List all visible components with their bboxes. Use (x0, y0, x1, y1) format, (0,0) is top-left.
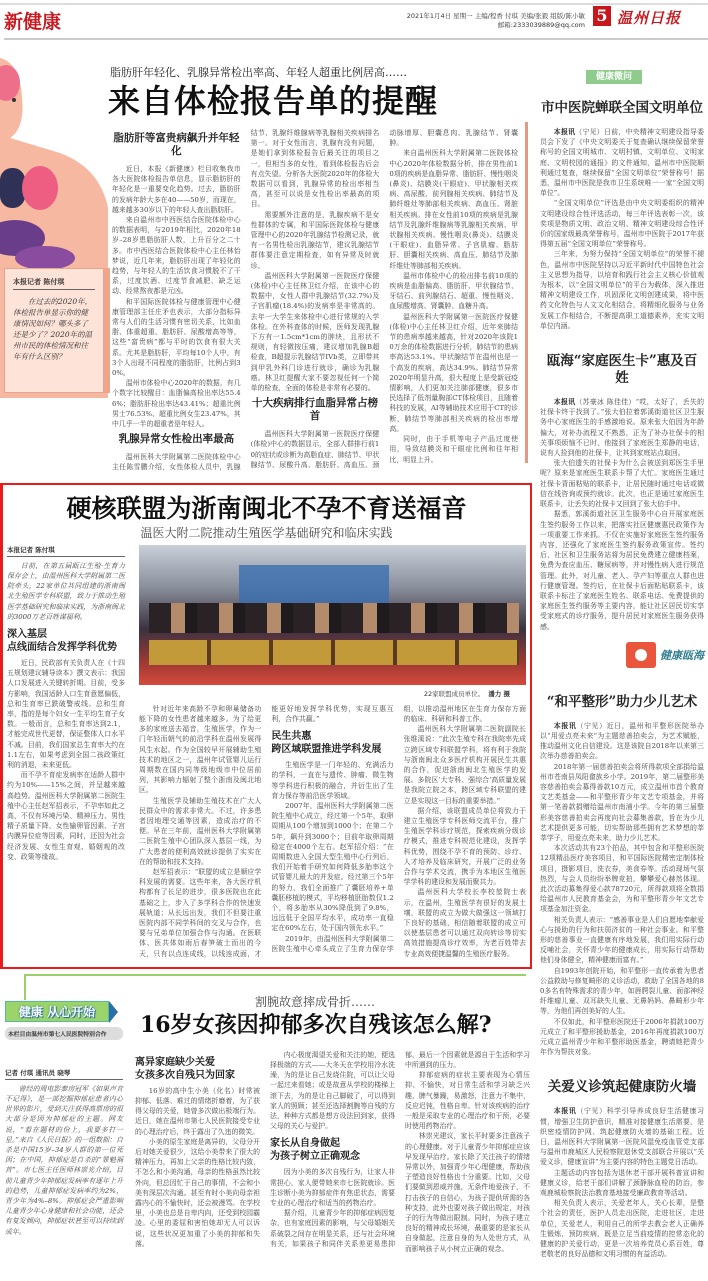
paragraph (540, 1106, 704, 1167)
article-body (540, 1106, 704, 1259)
date-line: 2021年1月4日 星期一 主编/程香 付琪 美编/张毅 组版/陈小敏 (406, 12, 585, 20)
paragraph: 温州市体检中心的检出排名前10项的疾病是血脂偏高、脂肪肝、甲状腺结节、牙结石、前列腺结石、超重、慢性咽炎、血尿酸增高、肾囊肿、血糖升高。 (389, 271, 518, 311)
page-body (0, 45, 708, 1281)
feature-body (139, 704, 526, 959)
paragraph (540, 721, 704, 762)
subheading-line: 离异家庭缺少关爱 (135, 1056, 215, 1068)
paragraph: 据介绍，该联盟成员单位将致力于建立生殖医学专科医师交流平台，推广生殖医学科诊疗规范，探索疾病分级诊疗模式，推进专科规范化建设，发挥学科优势，围绕不孕不育的预防、诊疗、人才培养及临床研究，开展广泛的业务合作与学术交流，携手为本地区生殖医学学科的建设和发展而聚共力。 (403, 806, 526, 887)
paragraph (540, 915, 704, 966)
subheading (7, 628, 125, 654)
subheading-line: 民生共惠 (271, 731, 312, 743)
subheading-line: 为孩子树立正确观念 (270, 1151, 360, 1163)
paragraph: 生殖医学及辅助生殖技术在广大人民群众中的需求非常大。不过，许多患者因地理交通等因素，造成治疗的不便。早在三年前，温州医科大学附属第二医院生殖中心团队深入基层一线，为广大患者的便利高效就诊提供了实实在在的帮助和技术支持。 (139, 796, 262, 866)
article-title: 关爱义诊筑起健康防火墙 (547, 1079, 697, 1096)
subheading-line: 深入基层 (7, 628, 47, 640)
source: （苏豪冰 陈佳佳） (575, 398, 636, 407)
paragraph: 来自温州市中西医结合医院体检中心的数据表明，与2019年相比，2020年18岁–28岁患脂肪肝人数，上升百分之二十多。市中西医结合医院体检中心主任林怡梦说，近几年来，脂肪肝出现了年轻化的趋势，与年轻人的生活饮食习惯脱不了干系，过度饮酒、过度节食减肥、缺乏运动、经常熬夜都是元凶。 (112, 216, 241, 296)
paragraph: 温州医科大学附属第一医院医疗保健(体检)中心主任林卫红介绍，近年来肺结节的患病率越来越高，针对2020年该院10万余的体检数据进行分析，肺结节的患病率高达53.1%。甲状腺结节在温州也是一个高发的疾病，高达34.9%。肺结节异常2020年明显升高，很大程度上是受新冠疫情影响，人们更加关注肺部健康，很多市民选择了低剂量胸部CT体检项目，且随着科技的发展，AI等辅助技术应用于CT的诊断，肺结节等肺部相关疾病的检出率增高。 (389, 312, 518, 433)
dateline: 本报讯 (553, 128, 576, 136)
ad-logo-text: 健康瓯海 (660, 648, 704, 662)
paragraph (540, 509, 704, 631)
paragraph: 近日，民政部有关负责人在《十四五规划建议辅导读本》撰文表示：我国人口发展进入关键转折期。目前，受多方影响，我国适龄人口生育意愿偏低，总和生育率已跌破警戒线。总和生育率，指的是每个妇女一生平均生育子女数。一般而言，总和生育率达到2.1，才能完成世代更替，保证整体人口水平不减。目前，我们国家总生育率大约在1.1左右，如果考虑到全国二孩政策红利的消退，未来更低。 (7, 658, 125, 769)
green-rule-vertical (24, 974, 26, 1000)
column-banner-area (0, 1001, 130, 1040)
subheading (135, 1056, 260, 1082)
newspaper-logo: 温州日报 (617, 9, 682, 27)
section-heading: 十大疾病排行血脂异常占榜首 (251, 397, 378, 423)
bottom-story (0, 969, 532, 1254)
bottom-kicker: 割腕故意摔成骨折…… (255, 994, 376, 1009)
bottom-header-row (0, 993, 532, 1040)
article-title: “和平整形”助力少儿艺术 (546, 693, 698, 710)
paragraph: 据介绍，儿童青少年的抑郁症病因复杂，也有家庭因素的影响，与父母婚姻关系破裂之间存在明显关系，还与社会环境有关，如果孩子和同伴关系差更易患抑郁，最后一个因素就是源自于生活和学习中所遇到的压力。 (270, 1050, 530, 1248)
subheading (270, 1137, 395, 1163)
source: （宁见） (575, 128, 604, 136)
paragraph-text: 主题活动内容包括为退休老干部开展科普宣讲和健康义诊，给老干部们讲解了颈静脉血栓的防治，参观鹿城检察院法治教育基地接受廉政教育等活动。 (540, 1168, 704, 1198)
paragraph: 小美的原生家庭是离异的，父母分开后对她关爱很少，这给小美带来了很大的精神压力，再加上父亲的性格比较内敛，不怎么和小美沟通，母亲的性格虽然比较外向，但总因忙于自己的事情，不会和小美有深层次沟通。甚至有时小美向母亲袒露内心的不愉快时，还会被漫骂。在学校里，小美也总是自卑内向，还受到校园霸凌。心里的委屈和害怕她却无人可以诉说，这些状况更加重了小美的抑郁和失落。 (135, 1137, 260, 1248)
paragraph: 赵军招表示：“联盟的成立是顺应学科发展的需要。这些年来，各大医疗机构都有了长足的进步，很多医院也在此基础之上，步入了多学科合作的快速发展轨道；从长远出发，我们不但要注重医院内部不同学科间的交叉与合作，也要与兄弟单位加强合作与沟通。在医联体、医共体如雨后春笋破土而出的今天，只有以点连成线，以线连成面，才能更好地发挥学科优势，实现互惠互利，合作共赢。” (139, 704, 394, 958)
paragraph-text: “哎，太好了，丢失的社保卡终于找到了。”张大伯拉着郭溪街道社区卫生服务中心家庭医生的手感激地说。原来张大伯因为年龄偏大，对补办流程又不熟悉，正为了补办社保卡的相关事项烦恼不已时，他接到了家庭医生郑静的电话，说有人捡到他的社保卡，让其到家庭站点取回。 (540, 398, 704, 458)
subheading-line: 点线面结合发挥学科优势 (7, 641, 117, 653)
paragraph: 温州医科大学附属第一医院医疗保健(体检)中心的数据显示，全部人群排行前10的症状或诊断为高脂血症、肺结节、甲状腺结节、尿酸升高、脂肪肝、高血压、颈动脉增厚、胆囊息肉、乳腺结节、肾囊肿。 (250, 129, 518, 469)
top-story-body (112, 128, 518, 473)
top-story (0, 45, 532, 483)
feature-subtitle: 温医大附二院推动生殖医学基础研究和临床实践 (140, 525, 393, 540)
top-kicker: 脂肪肝年轻化、乳腺异常检出率高、年轻人超重比例居高…… (110, 66, 407, 79)
source: （宁见） (576, 1107, 607, 1116)
note-bar (104, 268, 110, 393)
paragraph (540, 762, 704, 844)
paragraph-text: 日前，中央精神文明建设指导委员会下发了《中央文明委关于复查确认继续保留荣誉称号的全国文明城市、文明村镇、文明单位、文明家庭、文明校园的通报》的文件通知，温州市中医院顺利通过复查，继续保留“全国文明单位”荣誉称号！据悉，温州市中医院是我市卫生系统唯一一家“全国文明单位”。 (540, 128, 705, 198)
paragraph: 针对近年来高龄不孕和卵巢储备功能下降的女性患者越来越多。为了给更多的家庭送去福音，生殖医学，作为一门年轻而朝气的前沿学科在温州发展得风生水起。作为全国较早开展辅助生殖技术的地区之一，温州年试管婴儿运行周期数在国内同等级地级市中位居前列，其影响力辐射了整个浙南及闽北地区。 (139, 704, 262, 795)
plus-icon (635, 649, 647, 661)
paragraph: 需要额外注意的是，乳腺疾病不是女性群体的专属，和平国际医院体检与健康管理中心的2020年乳腺结节检测记录，就有一名男性检出乳腺结节，建议乳腺结节群体要注意定期检查，如有异常及时就诊。 (250, 210, 380, 270)
paragraph: 2019年，由温州医科大学附属第二医院生殖中心牵头成立了生育力保存学组，以推动温州地区在生育力保存方面的临床、科研和科普工作。 (271, 704, 526, 953)
sidebar (540, 45, 704, 1281)
feature-left-body (7, 628, 125, 862)
paragraph: 温州医科大学附属第一医院医疗保健(体检)中心主任林卫红介绍，在该中心的数据中，女性人群中乳腺结节(32.7%)及子宫肌瘤(18.4%)的发病率是非常高的。去年一大学生来体检中心进行常规的入学体检。在外科查体的时候，医师发现乳腺下方有一1.5cm*1cm的肿块，且形状不规则，有轻微按压痛，建议增加乳腺B超检查，B超提示乳腺结节IVb类，立即带其到甲乳外科门诊进行就诊，确诊为乳腺癌。林卫红提醒大家不要忽视任何一个简单的检查，全面的体检是非常有必要的。 (250, 271, 380, 393)
section-title: 新健康 (4, 11, 62, 33)
paragraph-text: 相关负责人表示：“感善事业是人们自愿地奉献爱心与援助的行为和扶弱济贫的一种社会事业。和平整形的慈善事业一直健康有序地发展，我们用实际行动反哺社会，关怀青少年的健康成长，用实际行动帮助他们身体健全，精神健康而富有。” (540, 915, 704, 965)
sidebar-article (540, 694, 704, 1058)
subheading (271, 730, 393, 756)
article-body (540, 397, 704, 632)
paragraph: 温州医科大学校长李校堃院士表示，在温州，生殖医学有很好的发展土壤，联盟的成立为做大做强这一领域打下良好的基础，相信随着联盟的成立可以使基层患者可以通过双向转诊等切实高效措施提高诊疗效率，为老百姓带去专业高效便捷温馨的生殖医疗服务。 (403, 888, 526, 958)
paragraph (540, 966, 704, 1017)
paragraph: 温州医科大学附属第二医院体检中心主任陈雪鹏介绍，女性体检人员中，乳腺结节、乳腺纤维腺病等乳腺相关疾病排名第一。对于女性而言，乳腺有没有问题，是她们拿到体检报告后最关注的项目之一，但相当多的女性，看到体检报告后会有点失望。分析各大医院2020年的体检大数据可以看到，乳腺异常的检出率相当高，甚至可以说是女性检出率最高的项目。 (112, 129, 380, 472)
bottom-content (0, 1050, 532, 1254)
top-rule (0, 3, 708, 5)
paragraph: 温州医科大学附属第二医院副院长张维溪说：“此次生殖专科在我院率先成立跨区域专科联盟学科，将有利于我院与浙南闽北众多医疗机构开展民生共惠的合作，促进浙南闽北生殖医学的发展。多院区‘大专科、强综合’高质量发展是我院立院之本，跨区域专科联盟的建立是实现这一目标的重要举措。” (403, 725, 526, 805)
paragraph (540, 127, 704, 198)
top-headline: 来自体检报告单的提醒 (108, 82, 439, 120)
page-number: 5 (593, 6, 611, 26)
paragraph: 来自温州医科大学附属第二医院体检中心2020年体检数据分析，排在男性前10项的疾病是血脂异常、脂肪肝、慢性咽炎(鼻炎)、结膜炎(干眼症)、甲状腺相关疾病、高尿酸、前列腺相关疾病、肺结节及肺纤维灶等肺部相关疾病、高血压、肾脏相关疾病。排在女性前10项的疾病是乳腺结节及乳腺纤维腺病等乳腺相关疾病、甲状腺相关疾病、慢性咽炎(鼻炎)、结膜炎(干眼症)、血脂异常、子宫肌瘤、脂肪肝、胆囊相关疾病、高血压、肺结节及肺纤维灶等肺部相关疾病。 (389, 149, 518, 270)
note-text: 在过去的2020年，体检报告单显示你的健康情况如何？哪头多了还是少了？2020年的温州市民的体检情况和往年有什么区别？ (13, 297, 93, 361)
editor-note-box (4, 268, 104, 393)
paragraph: 生殖医学是一门年轻的、充满活力的学科，一直在与遗传、肿瘤、微生物等学科进行积极的融合，并衍生出了生育力保存等前沿医学领域。 (271, 761, 394, 800)
subheading-line: 女孩多次自残只为回家 (135, 1069, 235, 1081)
bottom-left-column (5, 1068, 123, 1237)
subheading-line: 家长从自身做起 (270, 1138, 340, 1150)
bottom-title-area (130, 993, 532, 1040)
paragraph-text: 近日，温州和平整形医院举办以“用爱点亮未来”为主题慈善拍卖会，为艺术赋能，推动温州文化自信建设。这是该院自2018年以来第三次举办慈善拍卖会。 (540, 721, 705, 761)
paragraph (540, 249, 704, 331)
column-banner-text: 健康 从心开始 (18, 1005, 96, 1020)
caption-text: 22家联盟成员单位。 (423, 689, 485, 698)
paragraph (540, 397, 704, 458)
subheading-line: 跨区域联盟推进学科发展 (271, 744, 382, 756)
header-rule (4, 38, 708, 40)
bottom-headline: 16岁女孩因抑郁多次自残该怎么解? (140, 1011, 492, 1038)
email-line: 邮箱:2333039889@qq.com (497, 21, 585, 29)
paragraph (540, 1168, 704, 1199)
article-title: 市中医院蝉联全国文明单位 (541, 100, 703, 116)
paragraph-text: 不仅如此，和平整形医院还于2006年捐款100万元成立了和平整形援助基金，2016年再度捐款100万元成立温州青少年和平整形助医基金，聘请她把青少年作为帮扶对象。 (540, 1017, 704, 1057)
sidebar-badge: 健康微问 (586, 70, 642, 84)
paragraph-text: 据悉，郭溪街道社区卫生服务中心自开展家庭医生签约服务工作以来，把落实社区健康惠民政策作为一项重要工作来抓。不仅在实施好家庭医生签约服务内容，还强化了家庭医生签约服务政策宣传。签约后，社区和卫生服务站将为居民免费建立健康档案，免费为查应血压、糖尿病等，并对慢性病人进行规范管理。此外，对儿童、老人、孕产妇等重点人群也进行健康管理。签约后，在社保卡后面粘贴联系卡，该联系卡标注了家庭医生姓名、联系电话、免费提供的家庭医生签约服务等主要内容，能让社区居民切实享受家庭式的诊疗服务，提升居民对家庭医生服务获得感。 (540, 510, 704, 631)
bottom-story-body (135, 1050, 530, 1254)
feature-box (0, 483, 532, 969)
paragraph: 2007年，温州医科大学附属第二医院生殖中心成立，经过第一个5年，取卵周期从100个增加到1000个；在第二个5年，飙升到3000个；目前年取卵周期稳定在4000个左右。赵军招介绍：“在周期数进入全国大型生殖中心行列后，我们开始着手研究如何降低多胎率这个试管婴儿最大的并发症。经过第三个5年的努力，我们全面推广了囊胚培养+单囊胚移植的模式，平均移植胚胎数仅1.2个，将多胎率从30%降低到了9.8%，远远低于全国平均水平，成功率一直稳定在60%左右，处于国内领先水平。” (271, 801, 394, 933)
paragraph (540, 1017, 704, 1058)
feature-content (7, 545, 526, 959)
paragraph-text: 2018年第一届慈善拍卖会将所得款项全部捐给温州市苍南县凤阳畲族乡小学。2019年，第二届整形美容慈善拍卖会募得善款10万元，成立温州市首个教育文艺类基金——和平整形青少年文艺专项基金，并将第一笔善款捐赠给温州市南浦小学。今年的第三届整形美容慈善拍卖会再度向社会募集善款，旨在为少儿艺术提供更多可能，切实帮助那些拥有艺术梦想的莘莘学子，用爱点亮未来，助力少儿艺术。 (540, 762, 704, 842)
section-heading: 乳腺异常女性检出率最高 (118, 433, 235, 446)
column-banner (5, 1001, 109, 1022)
dateline: 本报讯 (553, 1107, 577, 1116)
banner-arrow-icon (109, 1001, 118, 1023)
sidebar-article (540, 353, 704, 672)
source: （宁见） (576, 721, 607, 730)
paragraph: 近日，本报《新健康》栏目收集我市各大医院体检报告单信息，显示脂肪肝的年轻化是一重要变化趋势。过去，脂肪肝的发病年龄大多在40——50岁，而现在，越来越多30岁以下的年轻人查出脂肪肝。 (112, 165, 241, 214)
feature-byline: 本报记者 陈付琪 (7, 545, 125, 557)
column-divider (525, 122, 528, 463)
paragraph-text: 自1993年创院开始，和平整形一直传承着为患者公益救助与修复畸形的义诊活动，救助了全国各地的80多名有特殊需求的青少年，如唇腭裂儿童、面部神经纤维瘤儿童、双耳缺失儿童、无鼻妈妈、鼻畸形少年等，为他们再创美好的人生。 (540, 966, 704, 1016)
alliance-group-photo (139, 545, 526, 685)
photo-credit: 潘力 摄 (488, 689, 510, 698)
paragraph: 因为小美的多次自残行为，让家人非常担心，家人便带她来市七医院就诊。医生诊断小美为抑郁症伴有焦虑状态，需要专业的心理治疗和适当的药物治疗。 (270, 1168, 395, 1207)
green-rule (24, 974, 526, 976)
note-byline: 本报记者 陈付琪 (13, 277, 95, 290)
paragraph-text: 三年来，为努力保持“全国文明单位”的荣誉不褪色，温州市中医院坚持以习近平新时代中国特色社会主义思想为指导，以培育和践行社会主义核心价值观为根本，以“全国文明单位”的平台为载体，深入推进精神文明建设工作，巩固深化文明创建成果，将中医药文化特色与人文文化相结合，将精细化服务与业务发展工作相结合，不断提高职工道德素养，充实文明单位内涵。 (540, 250, 704, 330)
article-body (540, 721, 704, 1058)
paragraph: 林崇光建议，家长平时要多注意孩子的心理健康。对于儿童青少年抑郁症应该早发现早治疗。家长除了关注孩子的情绪异常以外，加强青少年心理健康，帮助孩子塑造良好性格也十分重要。比如，父母们要做到恩威并施，无条件地爱孩子，不打击孩子的自信心，为孩子提供所需的各种支持，此外也要对孩子做出规定，对孩子的行为等做出限制。同时，为孩子建立良好的精神成长环境，最重要的是家长从自身做起，注意自身的为人处世方式，从而影响孩子从小树立正确的观念。 (405, 1132, 530, 1253)
medical-folder-icon (626, 642, 656, 668)
dateline: 本报讯 (553, 721, 577, 730)
dateline: 本报讯 (553, 398, 576, 407)
main-column (0, 45, 532, 1254)
paragraph: 抑郁症病的症状主要表现为心情压抑、不愉快，对日常生活和学习缺乏兴趣，脾气暴躁，易激怒，注意力不集中，反应迟钝，性格自卑。针对该疾病的治疗一般是采取专业的心理治疗和干预，必要时使用药物治疗。 (405, 1071, 530, 1131)
feature-left-column (7, 545, 125, 862)
column-note: 本栏目由温州市第七人民医院特别合作 (5, 1027, 123, 1040)
feature-lead: 日前，在第五届瓯江生殖·生育力保存会上，由温州医科大学附属第二医院牵头，22家单位共同组建的浙南闽北生殖医学专科联盟，致力于推动生殖医学基础研究和临床实践，为浙南闽北的3000万老百姓谋福利。 (7, 561, 125, 621)
section-heading: 脂肪肝等富贵病飙升并年轻化 (113, 132, 240, 157)
bottom-byline: 记者 付琪 通讯员 晓琴 (5, 1068, 123, 1080)
bottom-intro: 曾经的周电影秦房冠军《如果声音不记得》，是一部挖掘抑郁症患者内心世界的影片，受到关注获得高票房的很大部分是因为抑郁症的主题。网友说，“看在题材的份上，我要多打一星。”来自《人民日报》的一组数据：自杀是中国15岁–34岁人群的第一位死因；在中国，抑郁症是自杀的“罪魁祸首”。市七医主任医师林崇光介绍，目前儿童青少年抑郁症发病率有逐年上升的趋势，儿童抑郁症发病率约为2%，青少年为4%–8%。抑郁症会严重影响儿童青少年心身健康和社会功能，还会有复发倾向，抑郁症状甚至可以持续到成年。 (5, 1084, 123, 1236)
sidebar-article (540, 1079, 704, 1259)
paragraph (540, 198, 704, 249)
sidebar-article (540, 100, 704, 331)
paragraph: 16岁的高中生小美（化名）时常被抑郁、低落、难过的情绪折磨着，为了获得父母的关爱，她曾多次做出极端行为。近日，她在温州市第七人民医院接受专业的心理治疗后，终于露出了久违的微笑。 (135, 1086, 260, 1136)
paragraph-text: 科学引导养成良好生活健康习惯，增强卫生防护意识，精准对接健康生活需要，是织密疫情防护网、筑起健康防火墙的基础工程。近日，温州医科大学附属第一医院风湿免疫血管党支部与温州市鹿城区人民检察院退休党支部联合开展以“关爱义诊，健康宣讲”为主要内容的特色主题党日活动。 (540, 1107, 705, 1167)
paragraph-text: 相关负责人表示，关爱老年人，关心长辈，是整个社会的责任，医护人员走出医院，走进社区，走进单位，关爱老人，利用自己的所学去教会老人正确养生锻炼，预防疾病，既是立足当前疫情的控常态化的健康的护关爱行动，更是一次培养党员心系百姓，尊老敬老的良好品德和文明习惯的有益活动。 (540, 1199, 704, 1259)
feature-headline: 硬核联盟为浙南闽北不孕不育送福音 (66, 493, 467, 523)
paragraph: 和平国际医院体检与健康管理中心健康管理部主任庄矛也表示，大部分指标异常与人们的生活习惯有密切关系，比如血脂、体重超重、脂肪肝、尿酸增高等等，这些“富贵病”都与平时的饮食有很大关系。尤其是脂肪肝，平均每10个人中，有3个人出现不同程度的脂肪肝，比例占到30%。 (112, 297, 241, 378)
paragraph: 温州市体检中心2020年的数据，有几个数字比较醒目：血脂偏高检出率达55.46%；脂肪肝检出率达43.41%；超重比例男士76.53%、超重比例女生23.47%，其中几乎一半的超重者是年轻人。 (112, 379, 241, 429)
paragraph (540, 843, 704, 914)
article-title: 瓯海“家庭医生卡”惠及百姓 (546, 353, 698, 387)
article-body (540, 127, 704, 331)
feature-right-area (139, 545, 526, 959)
paragraph: 内心极度渴望关爱和关注的她，便选择极端的方式——大冬天在学校用冷水洗澡，为的是让自己发烧住院，可以让父母一起过来看她；或是故意从学校的楼梯上滚下去，为的是让自己脚破了，可以得到家人的照顾；甚至还选择割腕等自残的方法，种种方式都是想方设法回到家，获得父母的关心与爱护。 (270, 1050, 395, 1131)
paragraph: 同时，由于手机等电子产品过度使用，导致结膜炎和干眼症比例和往年相比，明显上升。 (389, 435, 518, 464)
paragraph: 而不孕不育症发病率在适龄人群中约为10%——15%之间，并呈越来越高趋势。温州医科大学附属第二医院生殖中心主任赵军招表示，不孕率如此之高，不仅有环境污染、精神压力、男性精子质量下降、女性输卵管因素、子宫内膜异位症等因素，同时，还因为社会经济发展、女性生育观、婚姻观的改变、政策等缘故。 (7, 771, 125, 861)
paragraph-text: “全国文明单位”评选是由中央文明委组织的精神文明建设综合性评选活动，每三年评选表彰一次，该奖项是物质文明、政治文明、精神文明建设综合性评价的国家级最高荣誉称号，温州市中医院于2017年获得第五届“全国文明单位”荣誉称号。 (540, 199, 704, 249)
paragraph-text: 本次活动共有23个拍品，其中包含和平整形医院12项精品医疗美容项目，和平国际医院精密定制体检项目，摄影项目，洗衣券，美食券等。活动现场气氛热烈，与会人员纷纷举牌竞拍，攀攀爱心赫然体现。此次活动募集得爱心款78720元，所得款项将全数捐给温州市人民教育基金会，为和平整形青少年文艺专项基金加注资金。 (540, 844, 704, 914)
sidebar-articles (540, 100, 704, 1259)
photo-caption (139, 689, 526, 698)
health-ouhai-ad (540, 638, 704, 672)
paragraph (540, 458, 704, 509)
paragraph (540, 1198, 704, 1259)
paragraph-text: 张大伯遗失的社保卡为什么会被送到郑医生手里呢？原来是家庭医生联系卡帮了大忙。家庭医生通过社保卡背面粘贴的联系卡，让居民随时通过电话或微信在线咨询或预约就诊。此次，也正是通过家庭医生联系卡，让丢失的社保卡又回到了张大伯手中。 (540, 459, 704, 509)
